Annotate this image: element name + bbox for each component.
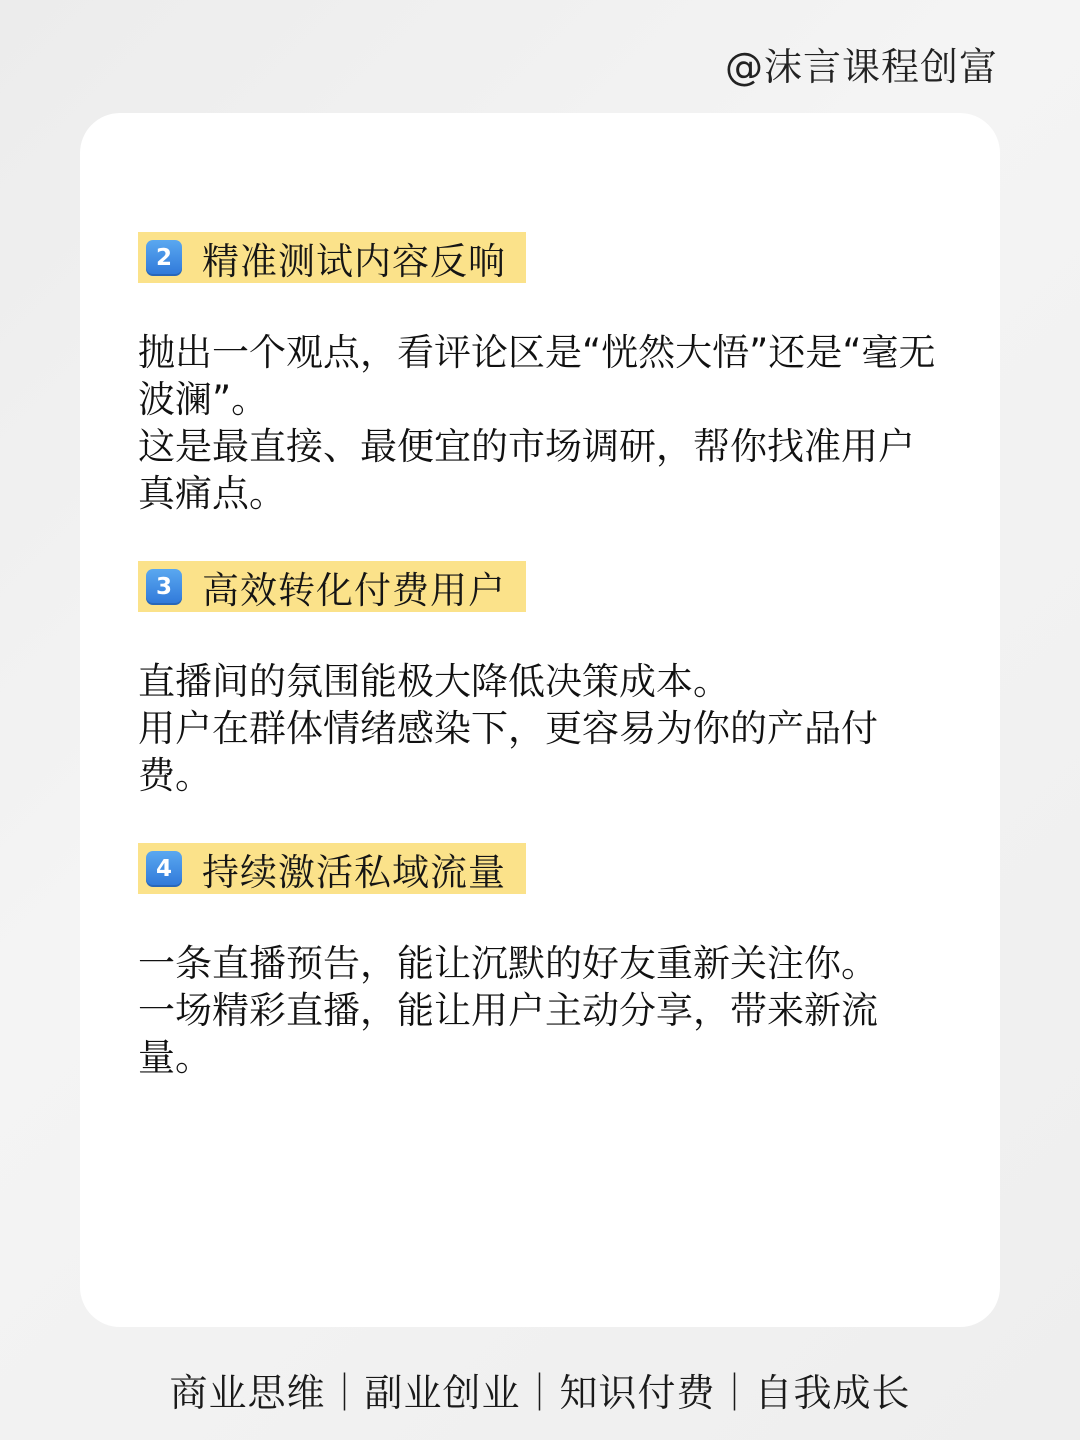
content-card bbox=[80, 113, 1000, 1327]
body-line: 真痛点。 bbox=[138, 472, 286, 515]
section-title: 精准测试内容反响 bbox=[202, 239, 506, 283]
body-line: 这是最直接、最便宜的市场调研，帮你找准用户 bbox=[138, 425, 915, 468]
number-4-icon: 4 bbox=[146, 851, 182, 887]
section-body bbox=[138, 940, 978, 1081]
number-3-icon: 3 bbox=[146, 569, 182, 605]
section-3 bbox=[138, 561, 978, 799]
section-heading bbox=[138, 232, 526, 283]
body-line: 量。 bbox=[138, 1036, 212, 1079]
section-4 bbox=[138, 843, 978, 1081]
body-line: 费。 bbox=[138, 754, 212, 797]
body-line: 一条直播预告，能让沉默的好友重新关注你。 bbox=[138, 942, 878, 985]
section-2 bbox=[138, 232, 978, 517]
section-body bbox=[138, 658, 978, 799]
author-handle: @沫言课程创富 bbox=[724, 45, 998, 89]
body-line: 抛出一个观点，看评论区是“恍然大悟”还是“毫无 bbox=[138, 331, 936, 374]
section-title: 持续激活私域流量 bbox=[202, 850, 506, 894]
body-line: 波澜”。 bbox=[138, 378, 269, 421]
body-line: 直播间的氛围能极大降低决策成本。 bbox=[138, 660, 730, 703]
number-2-icon: 2 bbox=[146, 240, 182, 276]
footer-tags: 商业思维｜副业创业｜知识付费｜自我成长 bbox=[169, 1371, 911, 1415]
section-heading bbox=[138, 561, 526, 612]
section-title: 高效转化付费用户 bbox=[202, 568, 506, 612]
body-line: 用户在群体情绪感染下，更容易为你的产品付 bbox=[138, 707, 878, 750]
section-body bbox=[138, 329, 978, 517]
section-heading bbox=[138, 843, 526, 894]
body-line: 一场精彩直播，能让用户主动分享，带来新流 bbox=[138, 989, 878, 1032]
